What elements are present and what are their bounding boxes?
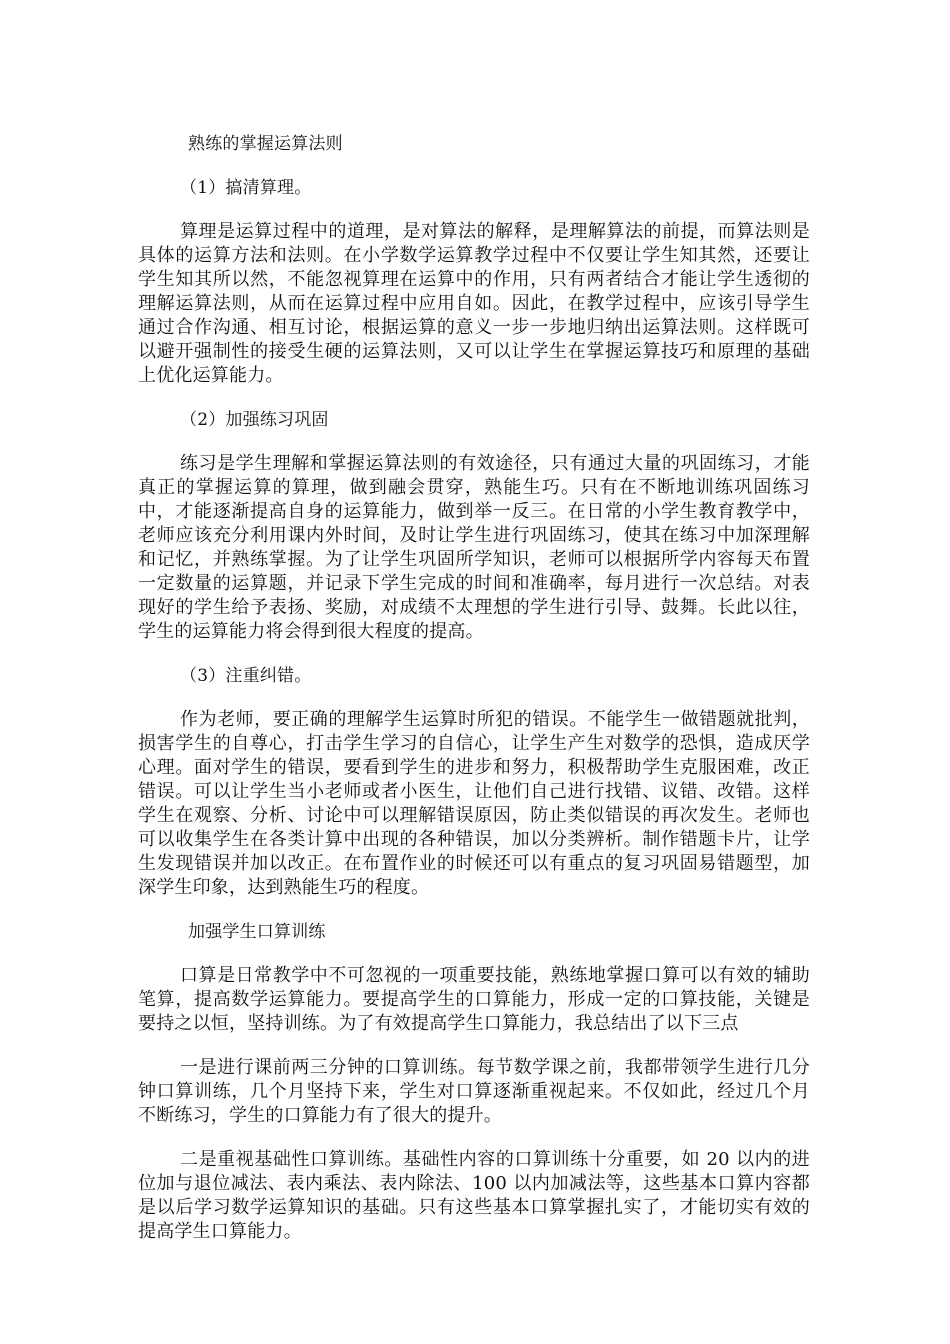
paragraph-oral-calc-point-one: 一是进行课前两三分钟的口算训练。每节数学课之前，我都带领学生进行几分钟口算训练，几个月坚持下来，学生对口算逐渐重视起来。不仅如此，经过几个月不断练习，学生的口算能力有了很大的提升。 xyxy=(138,1057,810,1126)
paragraph-oral-calc-intro: 口算是日常教学中不可忽视的一项重要技能，熟练地掌握口算可以有效的辅助笔算，提高数学运算能力。要提高学生的口算能力，形成一定的口算技能，关键是要持之以恒，坚持训练。为了有效提高学生口算能力，我总结出了以下三点 xyxy=(138,965,810,1034)
subheading-error-correction: （3）注重纠错。 xyxy=(180,666,312,686)
section-heading-mastery: 熟练的掌握运算法则 xyxy=(188,134,343,154)
paragraph-practice: 练习是学生理解和掌握运算法则的有效途径，只有通过大量的巩固练习，才能真正的掌握运算的算理，做到融会贯穿，熟能生巧。只有在不断地训练巩固练习中，才能逐渐提高自身的运算能力，做到举一反三。在日常的小学生教育教学中，老师应该充分利用课内外时间，及时让学生进行巩固练习，使其在练习中加深理解和记忆，并熟练掌握。为了让学生巩固所学知识，老师可以根据所学内容每天布置一定数量的运算题，并记录下学生完成的时间和准确率，每月进行一次总结。对表现好的学生给予表扬、奖励，对成绩不太理想的学生进行引导、鼓舞。长此以往，学生的运算能力将会得到很大程度的提高。 xyxy=(138,453,810,642)
subheading-practice: （2）加强练习巩固 xyxy=(180,410,329,430)
paragraph-error-correction: 作为老师，要正确的理解学生运算时所犯的错误。不能学生一做错题就批判，损害学生的自尊心，打击学生学习的自信心，让学生产生对数学的恐惧，造成厌学心理。面对学生的错误，要看到学生的进步和努力，积极帮助学生克服困难，改正错误。可以让学生当小老师或者小医生，让他们自己进行找错、议错、改错。这样学生在观察、分析、讨论中可以理解错误原因，防止类似错误的再次发生。老师也可以收集学生在各类计算中出现的各种错误，加以分类辨析。制作错题卡片，让学生发现错误并加以改正。在布置作业的时候还可以有重点的复习巩固易错题型，加深学生印象，达到熟能生巧的程度。 xyxy=(138,709,810,898)
paragraph-arithmetic-principle: 算理是运算过程中的道理，是对算法的解释，是理解算法的前提，而算法则是具体的运算方法和法则。在小学数学运算教学过程中不仅要让学生知其然，还要让学生知其所以然，不能忽视算理在运算中的作用，只有两者结合才能让学生透彻的理解运算法则，从而在运算过程中应用自如。因此，在教学过程中，应该引导学生通过合作沟通、相互讨论，根据运算的意义一步一步地归纳出运算法则。这样既可以避开强制性的接受生硬的运算法则，又可以让学生在掌握运算技巧和原理的基础上优化运算能力。 xyxy=(138,221,810,386)
paragraph-oral-calc-point-two: 二是重视基础性口算训练。基础性内容的口算训练十分重要，如 20 以内的进位加与退位减法、表内乘法、表内除法、100 以内加减法等，这些基本口算内容都是以后学习数学运算知识的基础。只有这些基本口算掌握扎实了，才能切实有效的提高学生口算能力。 xyxy=(138,1149,810,1242)
subheading-arithmetic-principle: （1）搞清算理。 xyxy=(180,178,312,198)
document-page xyxy=(138,132,810,1264)
section-heading-oral-calc: 加强学生口算训练 xyxy=(188,922,326,942)
